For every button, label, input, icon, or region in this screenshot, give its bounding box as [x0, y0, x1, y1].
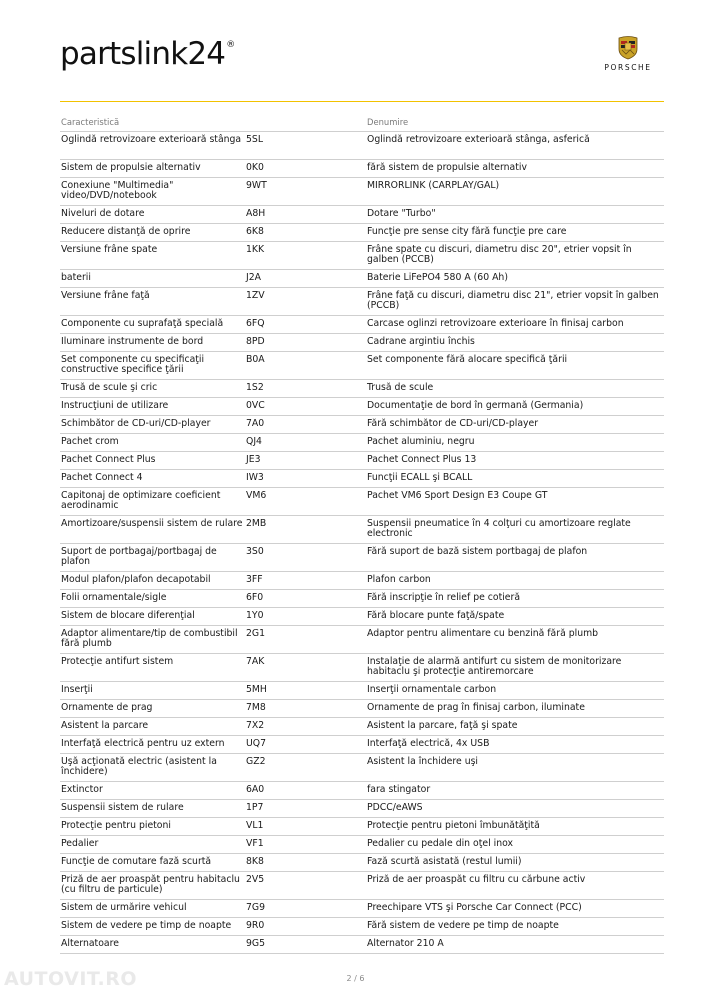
porsche-crest-icon	[618, 36, 638, 60]
feature-cell: Modul plafon/plafon decapotabil	[60, 572, 245, 590]
table-row	[60, 872, 664, 900]
feature-cell: Schimbător de CD-uri/CD-player	[60, 416, 245, 434]
feature-cell: Protecţie antifurt sistem	[60, 654, 245, 682]
table-row	[60, 854, 664, 872]
table-row	[60, 818, 664, 836]
code-cell: 3FF	[245, 572, 366, 590]
table-row	[60, 800, 664, 818]
description-cell: Adaptor pentru alimentare cu benzină fără plumb	[366, 626, 664, 654]
table-row	[60, 352, 664, 380]
code-cell: 0VC	[245, 398, 366, 416]
code-cell: IW3	[245, 470, 366, 488]
feature-cell: Set componente cu specificaţii constructive specifice ţării	[60, 352, 245, 380]
description-cell: Cadrane argintiu închis	[366, 334, 664, 352]
feature-cell: Adaptor alimentare/tip de combustibil fără plumb	[60, 626, 245, 654]
feature-cell: Inserţii	[60, 682, 245, 700]
code-cell: GZ2	[245, 754, 366, 782]
description-cell: Fără schimbător de CD-uri/CD-player	[366, 416, 664, 434]
description-cell: Fază scurtă asistată (restul lumii)	[366, 854, 664, 872]
feature-cell: Pachet Connect Plus	[60, 452, 245, 470]
column-header-code	[245, 112, 366, 132]
code-cell: 6F0	[245, 590, 366, 608]
table-row	[60, 470, 664, 488]
description-cell: Preechipare VTS şi Porsche Car Connect (PCC)	[366, 900, 664, 918]
table-row	[60, 380, 664, 398]
table-row	[60, 718, 664, 736]
feature-cell: Reducere distanţă de oprire	[60, 224, 245, 242]
feature-cell: Alternatoare	[60, 936, 245, 954]
code-cell: 5SL	[245, 132, 366, 160]
feature-cell: Interfaţă electrică pentru uz extern	[60, 736, 245, 754]
code-cell: 1P7	[245, 800, 366, 818]
feature-cell: Amortizoare/suspensii sistem de rulare	[60, 516, 245, 544]
porsche-wordmark: PORSCHE	[604, 63, 652, 72]
description-cell: Asistent la parcare, faţă şi spate	[366, 718, 664, 736]
code-cell: 0K0	[245, 160, 366, 178]
table-row	[60, 270, 664, 288]
description-cell: Pachet VM6 Sport Design E3 Coupe GT	[366, 488, 664, 516]
feature-cell: Asistent la parcare	[60, 718, 245, 736]
code-cell: 7M8	[245, 700, 366, 718]
column-header-description: Denumire	[366, 112, 664, 132]
code-cell: VM6	[245, 488, 366, 516]
description-cell: Carcase oglinzi retrovizoare exterioare în finisaj carbon	[366, 316, 664, 334]
description-cell: Oglindă retrovizoare exterioară stânga, asferică	[366, 132, 664, 160]
table-row	[60, 398, 664, 416]
code-cell: A8H	[245, 206, 366, 224]
feature-cell: Oglindă retrovizoare exterioară stânga	[60, 132, 245, 160]
feature-cell: Extinctor	[60, 782, 245, 800]
description-cell: Dotare "Turbo"	[366, 206, 664, 224]
description-cell: Funcţii ECALL şi BCALL	[366, 470, 664, 488]
feature-cell: Priză de aer proaspăt pentru habitaclu (cu filtru de particule)	[60, 872, 245, 900]
code-cell: J2A	[245, 270, 366, 288]
description-cell: Alternator 210 A	[366, 936, 664, 954]
code-cell: 6FQ	[245, 316, 366, 334]
code-cell: VL1	[245, 818, 366, 836]
table-row	[60, 242, 664, 270]
feature-cell: Pachet crom	[60, 434, 245, 452]
feature-cell: Pachet Connect 4	[60, 470, 245, 488]
description-cell: Interfaţă electrică, 4x USB	[366, 736, 664, 754]
table-header-row	[60, 112, 664, 132]
feature-cell: Sistem de vedere pe timp de noapte	[60, 918, 245, 936]
feature-cell: Instrucţiuni de utilizare	[60, 398, 245, 416]
description-cell: Pedalier cu pedale din oţel inox	[366, 836, 664, 854]
table-row	[60, 452, 664, 470]
table-row	[60, 700, 664, 718]
table-row	[60, 572, 664, 590]
feature-cell: baterii	[60, 270, 245, 288]
code-cell: 1S2	[245, 380, 366, 398]
registered-mark: ®	[226, 40, 235, 50]
description-cell: Trusă de scule	[366, 380, 664, 398]
description-cell: Frâne spate cu discuri, diametru disc 20", etrier vopsit în galben (PCCB)	[366, 242, 664, 270]
table-row	[60, 782, 664, 800]
code-cell: 1Y0	[245, 608, 366, 626]
header-divider	[60, 101, 664, 102]
feature-cell: Protecţie pentru pietoni	[60, 818, 245, 836]
table-row	[60, 488, 664, 516]
description-cell: fără sistem de propulsie alternativ	[366, 160, 664, 178]
feature-cell: Funcţie de comutare fază scurtă	[60, 854, 245, 872]
description-cell: Documentaţie de bord în germană (Germania)	[366, 398, 664, 416]
equipment-table	[60, 112, 664, 954]
feature-cell: Suspensii sistem de rulare	[60, 800, 245, 818]
feature-cell: Sistem de propulsie alternativ	[60, 160, 245, 178]
feature-cell: Ornamente de prag	[60, 700, 245, 718]
porsche-logo	[594, 36, 662, 78]
description-cell: Pachet Connect Plus 13	[366, 452, 664, 470]
description-cell: Fără inscripţie în relief pe cotieră	[366, 590, 664, 608]
description-cell: Asistent la închidere uşi	[366, 754, 664, 782]
feature-cell: Pedalier	[60, 836, 245, 854]
code-cell: 7G9	[245, 900, 366, 918]
description-cell: Inserţii ornamentale carbon	[366, 682, 664, 700]
code-cell: 6K8	[245, 224, 366, 242]
code-cell: VF1	[245, 836, 366, 854]
feature-cell: Iluminare instrumente de bord	[60, 334, 245, 352]
table-row	[60, 316, 664, 334]
code-cell: 2G1	[245, 626, 366, 654]
code-cell: 3S0	[245, 544, 366, 572]
page-number: 2 / 6	[346, 974, 365, 983]
code-cell: QJ4	[245, 434, 366, 452]
table-row	[60, 160, 664, 178]
description-cell: Fără suport de bază sistem portbagaj de plafon	[366, 544, 664, 572]
brand-logo	[60, 36, 234, 72]
table-row	[60, 178, 664, 206]
feature-cell: Componente cu suprafaţă specială	[60, 316, 245, 334]
description-cell: Protecţie pentru pietoni îmbunătăţită	[366, 818, 664, 836]
description-cell: Set componente fără alocare specifică ţării	[366, 352, 664, 380]
table-row	[60, 516, 664, 544]
feature-cell: Sistem de urmărire vehicul	[60, 900, 245, 918]
feature-cell: Folii ornamentale/sigle	[60, 590, 245, 608]
table-row	[60, 434, 664, 452]
feature-cell: Versiune frâne faţă	[60, 288, 245, 316]
description-cell: Suspensii pneumatice în 4 colţuri cu amortizoare reglate electronic	[366, 516, 664, 544]
description-cell: MIRRORLINK (CARPLAY/GAL)	[366, 178, 664, 206]
feature-cell: Versiune frâne spate	[60, 242, 245, 270]
table-row	[60, 900, 664, 918]
table-row	[60, 654, 664, 682]
code-cell: 5MH	[245, 682, 366, 700]
table-row	[60, 132, 664, 160]
feature-cell: Niveluri de dotare	[60, 206, 245, 224]
table-row	[60, 736, 664, 754]
feature-cell: Trusă de scule şi cric	[60, 380, 245, 398]
description-cell: Ornamente de prag în finisaj carbon, iluminate	[366, 700, 664, 718]
table-row	[60, 626, 664, 654]
code-cell: 8K8	[245, 854, 366, 872]
table-row	[60, 288, 664, 316]
feature-cell: Suport de portbagaj/portbagaj de plafon	[60, 544, 245, 572]
code-cell: 7X2	[245, 718, 366, 736]
table-row	[60, 608, 664, 626]
description-cell: Fără blocare punte faţă/spate	[366, 608, 664, 626]
code-cell: 9WT	[245, 178, 366, 206]
code-cell: 6A0	[245, 782, 366, 800]
code-cell: 7AK	[245, 654, 366, 682]
code-cell: JE3	[245, 452, 366, 470]
code-cell: 1ZV	[245, 288, 366, 316]
description-cell: PDCC/eAWS	[366, 800, 664, 818]
table-row	[60, 334, 664, 352]
column-header-feature: Caracteristică	[60, 112, 245, 132]
code-cell: 7A0	[245, 416, 366, 434]
feature-cell: Conexiune "Multimedia" video/DVD/notebook	[60, 178, 245, 206]
code-cell: 9G5	[245, 936, 366, 954]
table-row	[60, 224, 664, 242]
code-cell: 8PD	[245, 334, 366, 352]
code-cell: 2V5	[245, 872, 366, 900]
description-cell: Pachet aluminiu, negru	[366, 434, 664, 452]
description-cell: Instalaţie de alarmă antifurt cu sistem de monitorizare habitaclu şi protecţie antiremorcare	[366, 654, 664, 682]
description-cell: Fără sistem de vedere pe timp de noapte	[366, 918, 664, 936]
description-cell: fara stingator	[366, 782, 664, 800]
table-body	[60, 132, 664, 954]
page-header	[0, 0, 711, 100]
code-cell: B0A	[245, 352, 366, 380]
table-row	[60, 590, 664, 608]
code-cell: 1KK	[245, 242, 366, 270]
table-row	[60, 754, 664, 782]
table-row	[60, 836, 664, 854]
table-row	[60, 206, 664, 224]
table-row	[60, 416, 664, 434]
table-row	[60, 936, 664, 954]
feature-cell: Capitonaj de optimizare coeficient aerodinamic	[60, 488, 245, 516]
code-cell: 9R0	[245, 918, 366, 936]
code-cell: UQ7	[245, 736, 366, 754]
brand-name: partslink24	[60, 36, 226, 72]
table-row	[60, 544, 664, 572]
watermark: AUTOVIT.RO	[4, 968, 137, 990]
description-cell: Frâne faţă cu discuri, diametru disc 21", etrier vopsit în galben (PCCB)	[366, 288, 664, 316]
feature-cell: Uşă acţionată electric (asistent la închidere)	[60, 754, 245, 782]
description-cell: Plafon carbon	[366, 572, 664, 590]
code-cell: 2MB	[245, 516, 366, 544]
table-row	[60, 682, 664, 700]
description-cell: Priză de aer proaspăt cu filtru cu cărbune activ	[366, 872, 664, 900]
feature-cell: Sistem de blocare diferenţial	[60, 608, 245, 626]
description-cell: Funcţie pre sense city fără funcţie pre care	[366, 224, 664, 242]
table-row	[60, 918, 664, 936]
description-cell: Baterie LiFePO4 580 A (60 Ah)	[366, 270, 664, 288]
